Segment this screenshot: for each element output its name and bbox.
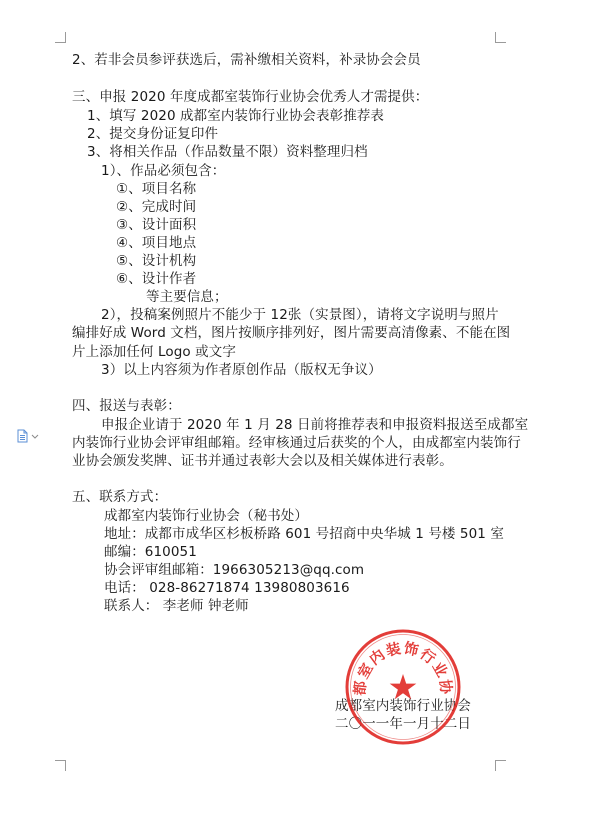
contact-line: 协会评审组邮箱：1966305213@qq.com	[104, 562, 365, 578]
official-seal-stamp	[344, 628, 462, 746]
contact-line: 电话： 028-86271874 13980803616	[104, 580, 350, 596]
section-heading: 四、报送与表彰：	[72, 398, 181, 414]
list-item: ⑤、设计机构	[116, 253, 197, 269]
list-item: ⑥、设计作者	[116, 271, 197, 287]
contact-line: 成都室内装饰行业协会（秘书处）	[104, 508, 308, 524]
body-line: 3）以上内容须为作者原创作品（版权无争议）	[101, 362, 382, 378]
svg-text:成都室内装饰行业协会: 都室内装饰行业协	[352, 640, 454, 697]
document-icon[interactable]	[17, 428, 39, 442]
contact-line: 地址：成都市成华区杉板桥路 601 号招商中央华城 1 号楼 501 室	[104, 526, 504, 542]
signature-date: 二〇一一年一月十二日	[335, 716, 471, 732]
contact-line: 邮编：610051	[104, 544, 197, 560]
list-item: ①、项目名称	[116, 181, 197, 197]
body-line: 内装饰行业协会评审组邮箱。经审核通过后获奖的个人，由成都室内装饰行	[72, 435, 521, 451]
list-item: ③、设计面积	[116, 217, 197, 233]
body-line: 2、若非会员参评获选后，需补缴相关资料，补录协会会员	[72, 52, 421, 68]
section-heading: 五、联系方式：	[72, 489, 168, 505]
contact-line: 联系人： 李老师 钟老师	[104, 598, 249, 614]
section-heading: 三、申报 2020 年度成都室装饰行业协会优秀人才需提供：	[72, 89, 429, 105]
body-line: 1）、作品必须包含：	[101, 163, 226, 179]
corner-mark-bottom-left	[55, 760, 66, 771]
body-line: 1、填写 2020 成都室内装饰行业协会表彰推荐表	[87, 108, 385, 124]
body-line: 业协会颁发奖牌、证书并通过表彰大会以及相关媒体进行表彰。	[72, 453, 453, 469]
body-line: 2、提交身份证复印件	[87, 126, 219, 142]
body-line: 3、将相关作品（作品数量不限）资料整理归档	[87, 144, 368, 160]
corner-mark-top-left	[55, 32, 66, 43]
corner-mark-top-right	[495, 32, 506, 43]
body-line: 申报企业请于 2020 年 1 月 28 日前将推荐表和申报资料报送至成都室	[101, 417, 529, 433]
body-line: 编排好成 Word 文档，图片按顺序排列好，图片需要高清像素、不能在图	[72, 325, 511, 341]
body-line: 片上添加任何 Logo 或文字	[72, 344, 236, 360]
signature-organization: 成都室内装饰行业协会	[335, 698, 471, 714]
list-item: ②、完成时间	[116, 199, 197, 215]
list-item: ④、项目地点	[116, 235, 197, 251]
body-line: 2），投稿案例照片不能少于 12张（实景图），请将文字说明与照片	[101, 307, 499, 323]
corner-mark-bottom-right	[495, 760, 506, 771]
body-line: 等主要信息；	[146, 289, 228, 305]
